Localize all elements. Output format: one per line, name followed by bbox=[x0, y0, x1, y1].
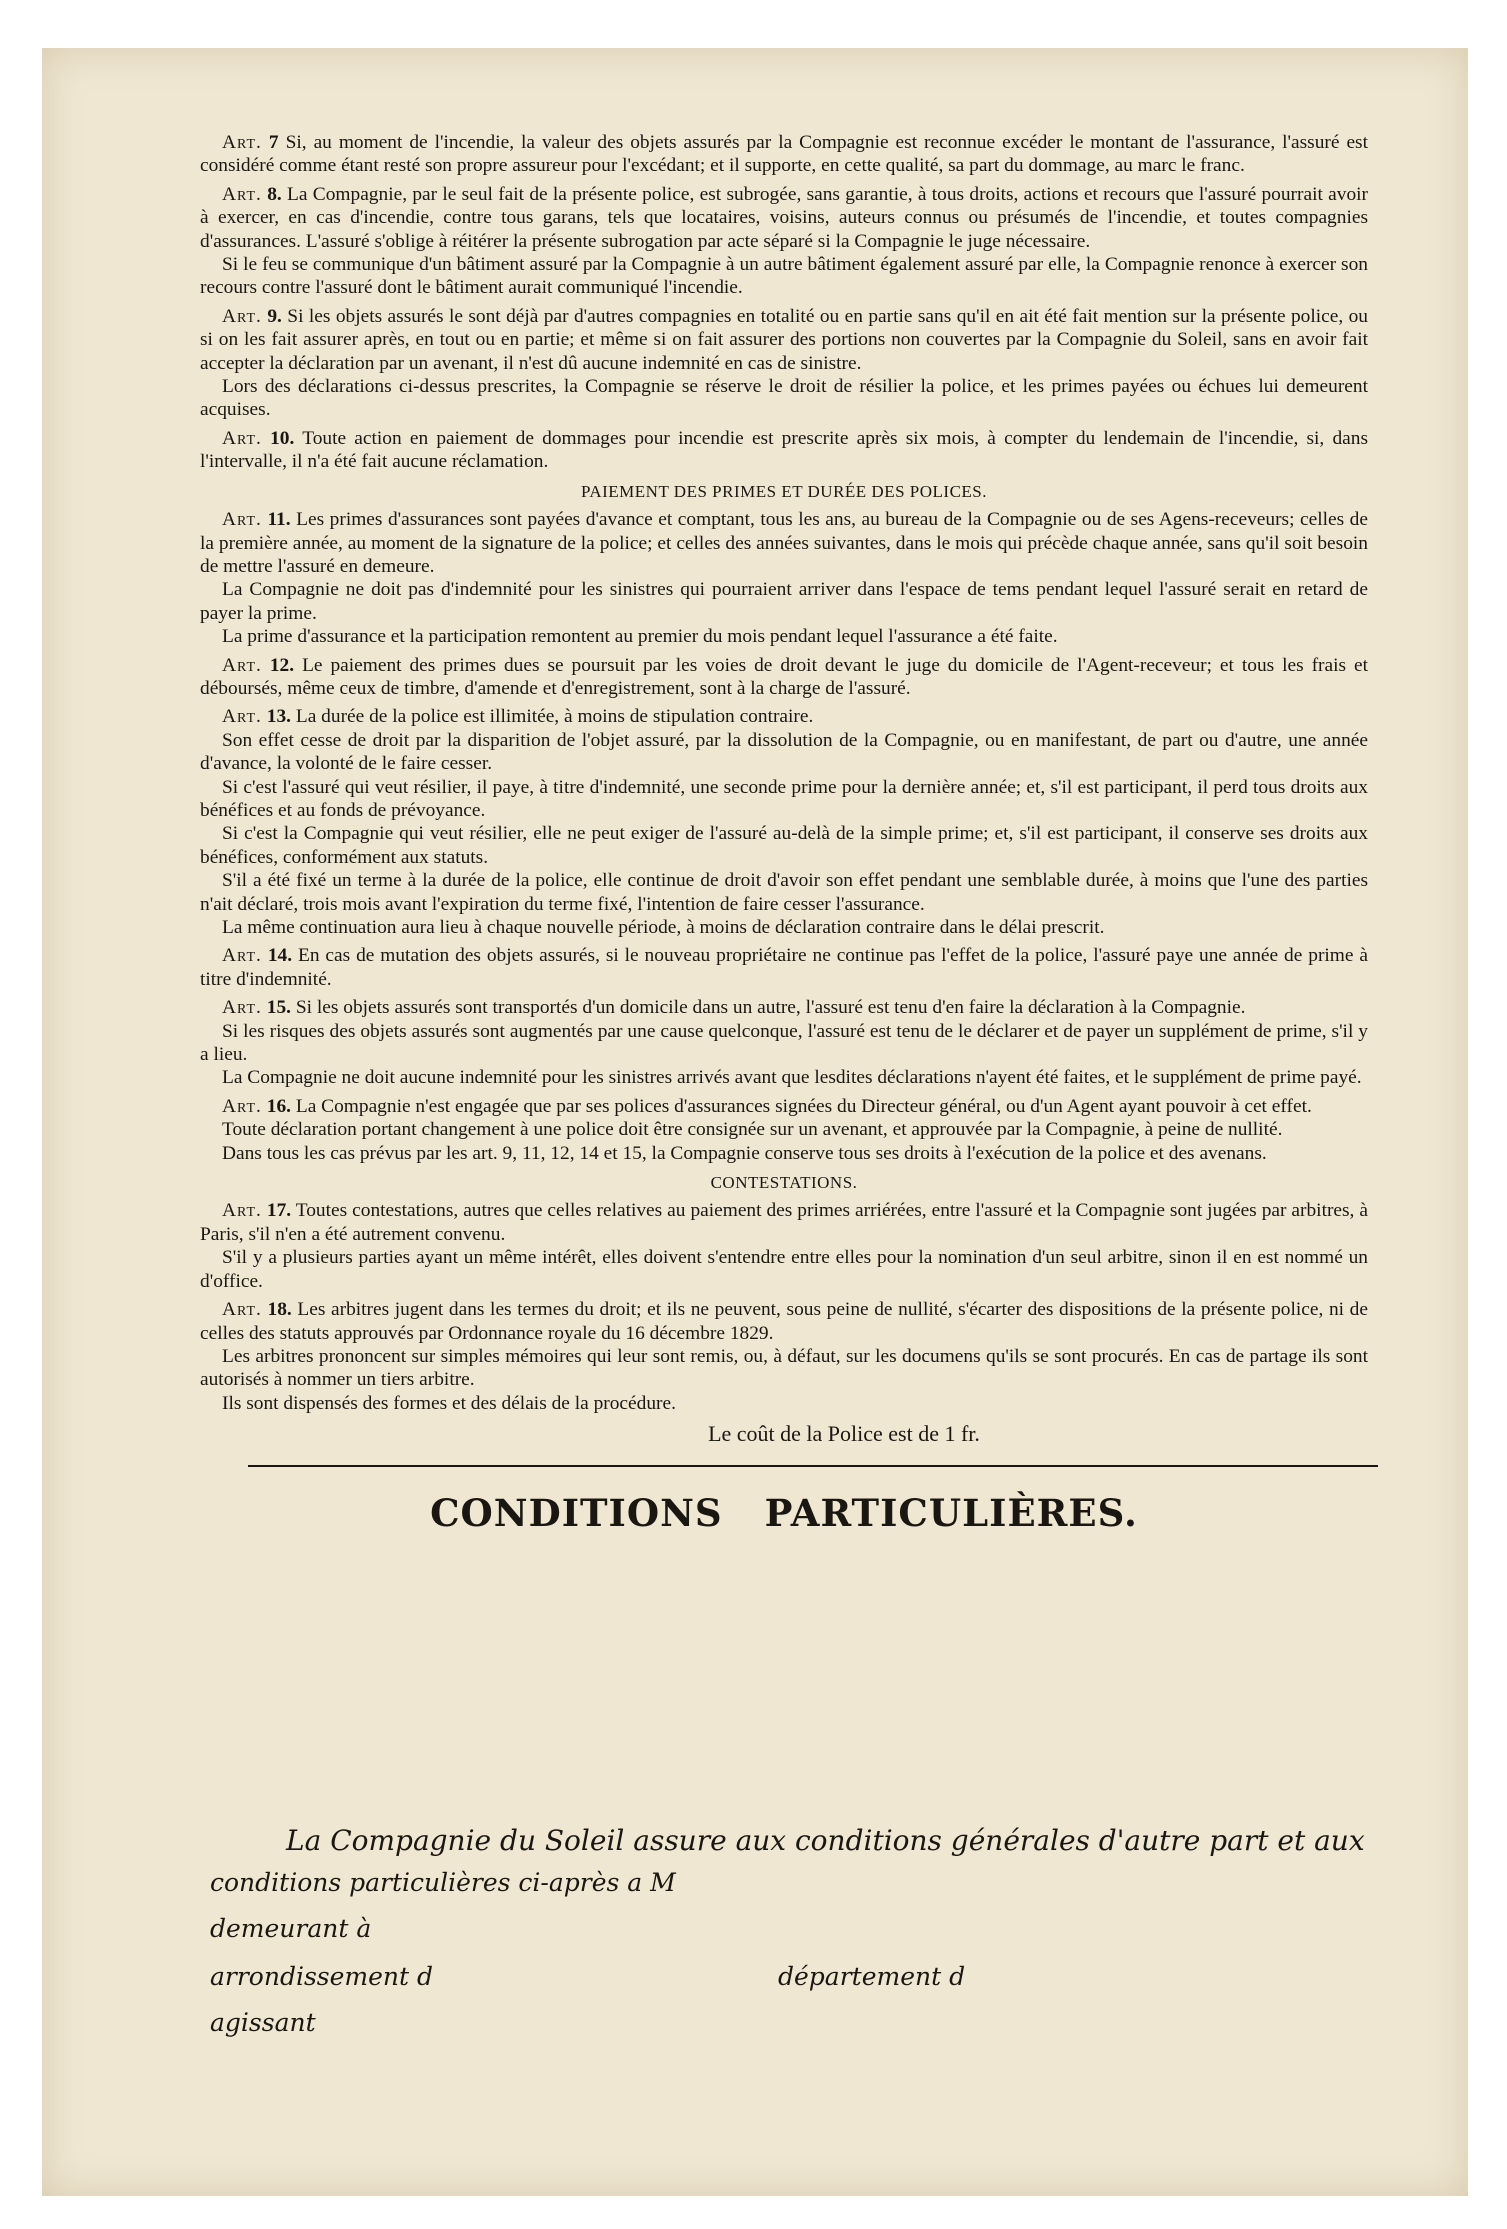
article-paragraph bbox=[200, 944, 1368, 991]
article-label: Art. bbox=[222, 509, 262, 531]
article-text: Si c'est l'assuré qui veut résilier, il paye, à titre d'indemnité, une seconde prime pour la dernière année; et, s'il est participant, il perd tous droits aux bénéfices et au fonds de prévoyance. bbox=[200, 776, 1368, 821]
article-text: La même continuation aura lieu à chaque nouvelle période, à moins de déclaration contraire dans le délai prescrit. bbox=[222, 917, 1105, 938]
article-text: Dans tous les cas prévus par les art. 9, 11, 12, 14 et 15, la Compagnie conserve tous ses droits à l'exécution de la police et des avenans. bbox=[222, 1142, 1267, 1164]
article-text: La Compagnie ne doit aucune indemnité pour les sinistres arrivés avant que lesdites déclarations n'ayent été faites, et le supplément de prime payé. bbox=[222, 1067, 1362, 1089]
article-text: La Compagnie, par le seul fait de la présente police, est subrogée, sans garantie, à tous droits, actions et recours que l'assuré pourrait avoir à exercer, en cas d'incendie, contre tous garans, tels que locataires, voisins, auteurs connus ou présumés de l'incendie, et toutes compagnies d'assurances. L'assuré s'oblige à réitérer la présente subrogation par acte séparé si la Compagnie le juge nécessaire. bbox=[200, 183, 1368, 252]
article-text: Son effet cesse de droit par la disparition de l'objet assuré, par la dissolution de la Compagnie, ou en manifestant, de part ou d'autre, une année d'avance, la volonté de le faire cesser. bbox=[200, 729, 1368, 775]
article-label: Art. bbox=[222, 1200, 262, 1222]
article-label: Art. bbox=[222, 132, 262, 153]
article-paragraph bbox=[200, 1142, 1368, 1165]
article-text: Si les objets assurés sont transportés d'un domicile dans un autre, l'assuré est tenu d'en faire la déclaration à la Compagnie. bbox=[295, 997, 1246, 1019]
conditions-title bbox=[200, 1491, 1368, 1535]
article-text: S'il y a plusieurs parties ayant un même intérêt, elles doivent s'entendre entre elles pour la nomination d'un seul arbitre, sinon il en est nommé un d'office. bbox=[200, 1247, 1368, 1292]
article-text: La Compagnie ne doit pas d'indemnité pour les sinistres qui pourraient arriver dans l'espace de tems pendant lequel l'assuré serait en retard de payer la prime. bbox=[200, 579, 1368, 624]
article-text: Les arbitres prononcent sur simples mémoires qui leur sont remis, ou, à défaut, sur les documens qu'ils se sont procurés. En cas de partage ils sont autorisés à nommer un tiers arbitre. bbox=[200, 1345, 1368, 1391]
divider-rule bbox=[248, 1465, 1378, 1467]
article-number: 8. bbox=[267, 183, 282, 205]
article-text: Lors des déclarations ci-dessus prescrites, la Compagnie se réserve le droit de résilier la police, et les primes payées ou échues lui demeurent acquises. bbox=[200, 376, 1368, 421]
article-number: 17. bbox=[266, 1200, 292, 1222]
article-number: 18. bbox=[267, 1299, 292, 1321]
article-number: 16. bbox=[266, 1095, 292, 1117]
article-number: 9. bbox=[267, 305, 282, 327]
article-paragraph bbox=[200, 822, 1368, 869]
article-paragraph bbox=[200, 305, 1368, 375]
article-paragraph bbox=[200, 427, 1368, 474]
heading-contestations: CONTESTATIONS. bbox=[710, 1173, 858, 1193]
article-text: Si les risques des objets assurés sont augmentés par une cause quelconque, l'assuré est tenu de le déclarer et de payer un supplément de prime, s'il y a lieu. bbox=[200, 1020, 1368, 1066]
article-label: Art. bbox=[222, 183, 262, 205]
article-paragraph bbox=[200, 916, 1368, 939]
article-paragraph bbox=[200, 1345, 1368, 1392]
article-text: Toutes contestations, autres que celles relatives au paiement des primes arriérées, entre l'assuré et la Compagnie sont jugées par arbitres, à Paris, s'il n'en a été autrement convenu. bbox=[200, 1200, 1368, 1245]
article-paragraph bbox=[200, 578, 1368, 625]
article-label: Art. bbox=[222, 427, 262, 449]
article-paragraph bbox=[200, 1095, 1368, 1118]
cost-line: Le coût de la Police est de 1 fr. bbox=[708, 1421, 980, 1447]
article-number: 7 bbox=[268, 132, 279, 153]
article-paragraph bbox=[200, 996, 1368, 1019]
article-number: 12. bbox=[269, 654, 295, 676]
article-paragraph bbox=[200, 1246, 1368, 1293]
script-line-4-arrondissement: arrondissement d bbox=[210, 1962, 434, 1991]
script-line-3: demeurant à bbox=[210, 1914, 372, 1943]
article-paragraph bbox=[200, 729, 1368, 776]
script-line-1: La Compagnie du Soleil assure aux conditions générales d'autre part et aux bbox=[286, 1824, 1365, 1857]
article-text: Si le feu se communique d'un bâtiment assuré par la Compagnie à un autre bâtiment également assuré par elle, la Compagnie renonce à exercer son recours contre l'assuré dont le bâtiment aurait communiqué l'incendie. bbox=[200, 254, 1368, 299]
article-paragraph bbox=[200, 253, 1368, 300]
article-paragraph bbox=[200, 776, 1368, 823]
article-number: 11. bbox=[267, 509, 291, 531]
article-paragraph bbox=[200, 625, 1368, 648]
script-line-2: conditions particulières ci-après a M bbox=[210, 1868, 676, 1897]
article-text: En cas de mutation des objets assurés, si le nouveau propriétaire ne continue pas l'effet de la police, l'assuré paye une année de prime à titre d'indemnité. bbox=[200, 945, 1368, 990]
conditions-title-word-1: CONDITIONS bbox=[430, 1491, 723, 1536]
article-paragraph bbox=[200, 1066, 1368, 1089]
article-text: La durée de la police est illimitée, à moins de stipulation contraire. bbox=[295, 706, 814, 728]
article-text: Ils sont dispensés des formes et des délais de la procédure. bbox=[222, 1392, 676, 1414]
article-paragraph bbox=[200, 869, 1368, 916]
articles-11-16 bbox=[200, 508, 1368, 1165]
article-paragraph bbox=[200, 131, 1368, 178]
article-text: La prime d'assurance et la participation remontent au premier du mois pendant lequel l'assurance a été faite. bbox=[222, 626, 1058, 648]
article-text: Les primes d'assurances sont payées d'avance et comptant, tous les ans, au bureau de la Compagnie ou de ses Agens-receveurs; celles de la première année, au moment de la signature de la police; et celles des années suivantes, dans le mois qui précède chaque année, sans qu'il soit besoin de mettre l'assuré en demeure. bbox=[200, 509, 1368, 577]
article-text: Si c'est la Compagnie qui veut résilier, elle ne peut exiger de l'assuré au-delà de la simple prime; et, s'il est participant, il conserve ses droits aux bénéfices, conformément aux statuts. bbox=[200, 823, 1368, 868]
article-text: S'il a été fixé un terme à la durée de la police, elle continue de droit d'avoir son effet pendant une semblable durée, à moins que l'une des parties n'ait déclaré, trois mois avant l'expiration du terme fixé, l'intention de faire cesser l'assurance. bbox=[200, 870, 1368, 915]
article-text: Le paiement des primes dues se poursuit par les voies de droit devant le juge du domicile de l'Agent-receveur; et tous les frais et déboursés, même ceux de timbre, d'amende et d'enregistrement, sont à la charge de l'assuré. bbox=[200, 654, 1368, 699]
article-paragraph bbox=[200, 1298, 1368, 1345]
article-text: Toute déclaration portant changement à une police doit être consignée sur un avenant, et approuvée par la Compagnie, à peine de nullité. bbox=[222, 1119, 1283, 1141]
article-text: Les arbitres jugent dans les termes du droit; et ils ne peuvent, sous peine de nullité, s'écarter des dispositions de la présente police, ni de celles des statuts approuvés par Ordonnance royale du 16 décembre 1829. bbox=[200, 1299, 1368, 1344]
conditions-title-word-2: PARTICULIÈRES. bbox=[764, 1491, 1138, 1536]
article-number: 14. bbox=[267, 945, 293, 967]
article-label: Art. bbox=[222, 654, 262, 676]
article-paragraph bbox=[200, 1199, 1368, 1246]
article-label: Art. bbox=[222, 1095, 262, 1117]
article-text: Toute action en paiement de dommages pour incendie est prescrite après six mois, à compter du lendemain de l'incendie, si, dans l'intervalle, il n'a été fait aucune réclamation. bbox=[200, 427, 1369, 473]
articles-7-10 bbox=[200, 131, 1368, 474]
article-paragraph bbox=[200, 1392, 1368, 1415]
article-paragraph bbox=[200, 705, 1368, 728]
general-conditions bbox=[200, 131, 1368, 1415]
article-number: 13. bbox=[266, 706, 292, 728]
article-label: Art. bbox=[222, 945, 262, 967]
article-paragraph bbox=[200, 183, 1368, 253]
article-text: Si les objets assurés le sont déjà par d'autres compagnies en totalité ou en partie sans qu'il en ait été fait mention sur la présente police, ou si on les fait assurer après, en tout ou en partie; et même si on fait assurer des portions non couvertes par la Compagnie du Soleil, sans en avoir fait accepter la déclaration par un avenant, il n'est dû aucune indemnité en cas de sinistre. bbox=[200, 305, 1368, 374]
article-label: Art. bbox=[222, 706, 262, 728]
article-label: Art. bbox=[222, 1299, 262, 1321]
article-label: Art. bbox=[222, 305, 262, 327]
article-paragraph bbox=[200, 375, 1368, 422]
article-paragraph bbox=[200, 508, 1368, 578]
article-number: 10. bbox=[270, 427, 295, 449]
script-line-5: agissant bbox=[210, 2008, 316, 2037]
article-paragraph bbox=[200, 1118, 1368, 1141]
article-text: Si, au moment de l'incendie, la valeur des objets assurés par la Compagnie est reconnue excéder le montant de l'assurance, l'assuré est considéré comme étant resté son propre assureur pour l'excédant; et il supporte, en cette qualité, sa part du dommage, au marc le franc. bbox=[200, 132, 1368, 177]
article-paragraph bbox=[200, 1020, 1368, 1067]
articles-17-18 bbox=[200, 1199, 1368, 1415]
article-number: 15. bbox=[266, 997, 292, 1019]
heading-paiement: PAIEMENT DES PRIMES ET DURÉE DES POLICES. bbox=[580, 481, 988, 501]
script-line-4-departement: département d bbox=[778, 1962, 966, 1991]
article-paragraph bbox=[200, 654, 1368, 701]
article-label: Art. bbox=[222, 997, 262, 1019]
article-text: La Compagnie n'est engagée que par ses polices d'assurances signées du Directeur général, ou d'un Agent ayant pouvoir à cet effet. bbox=[295, 1095, 1312, 1117]
